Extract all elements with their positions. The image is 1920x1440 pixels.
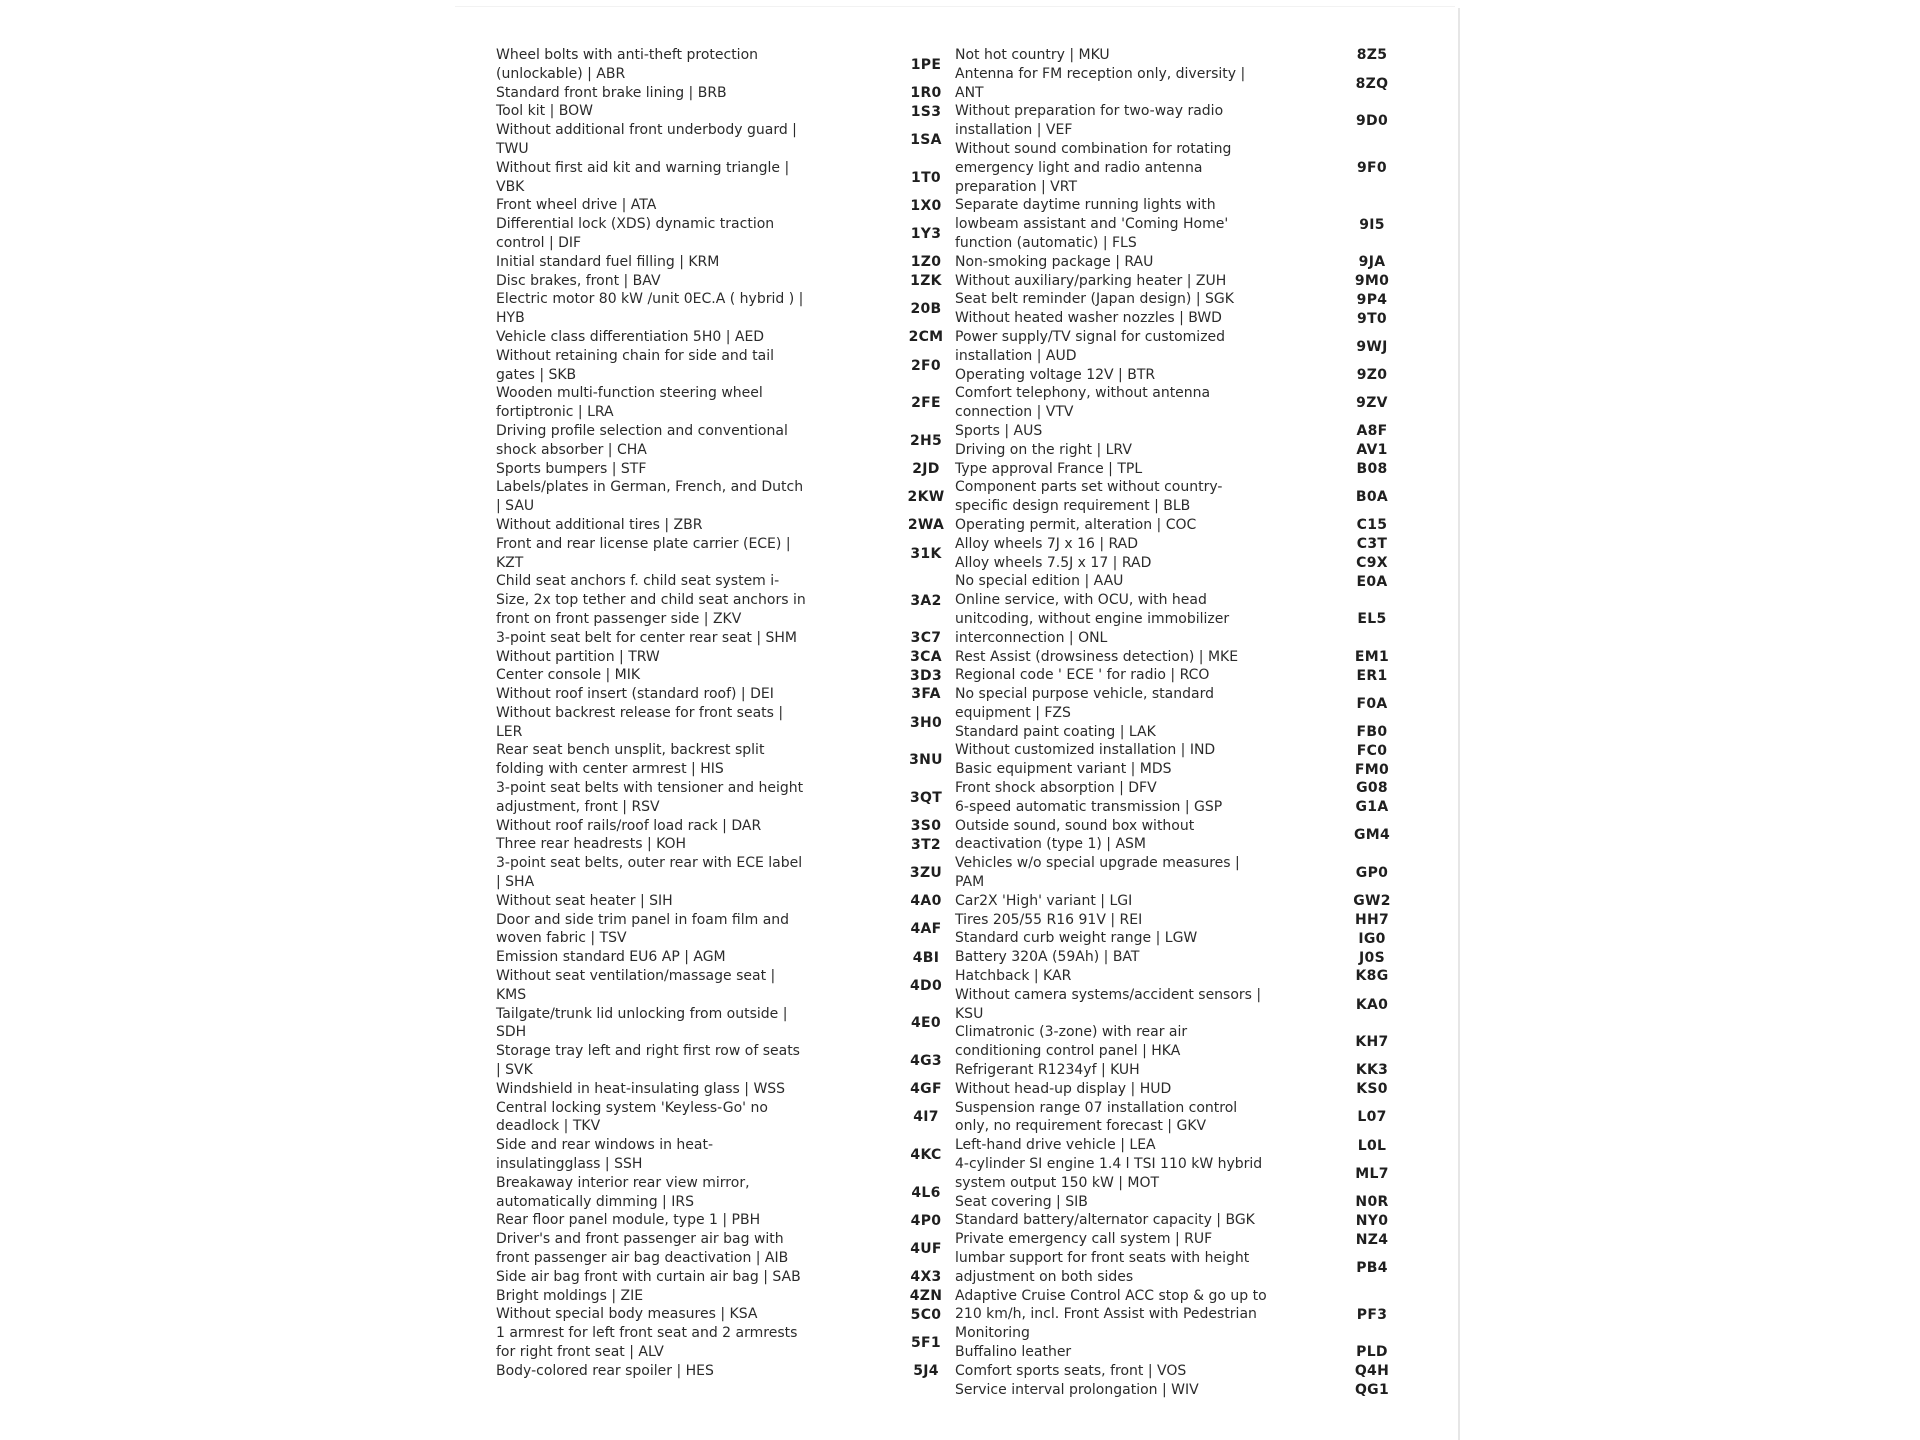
equipment-entry <box>955 46 1402 65</box>
option-code: 1ZK <box>910 272 942 289</box>
option-description: Operating voltage 12V | BTR <box>955 366 1156 383</box>
option-description: Electric motor 80 kW /unit 0EC.A ( hybrid ) | HYB <box>496 291 804 327</box>
equipment-entry <box>496 835 956 854</box>
option-description: 3-point seat belts with tensioner and height adjustment, front | RSV <box>496 780 804 815</box>
option-description: Seat covering | SIB <box>955 1193 1088 1210</box>
equipment-entry <box>496 328 956 347</box>
option-code: 1X0 <box>910 197 942 214</box>
equipment-entry <box>496 1305 956 1324</box>
equipment-entry <box>496 1362 956 1381</box>
equipment-entry <box>955 1362 1402 1381</box>
equipment-entry <box>955 422 1402 441</box>
option-description: Service interval prolongation | WIV <box>955 1381 1199 1398</box>
equipment-entry <box>955 572 1402 591</box>
equipment-entry <box>955 1230 1402 1249</box>
option-code: 2KW <box>907 489 945 506</box>
option-description: Separate daytime running lights with lowbeam assistant and 'Coming Home' function (automatic) | FLS <box>955 197 1229 251</box>
option-code: 4BI <box>912 949 940 966</box>
equipment-entry <box>955 290 1402 309</box>
option-code: 5F1 <box>911 1334 941 1351</box>
option-description: Without camera systems/accident sensors | KSU <box>955 986 1262 1022</box>
option-description: Without preparation for two-way radio installation | VEF <box>955 103 1224 139</box>
option-description: Antenna for FM reception only, diversity | ANT <box>955 65 1246 101</box>
option-code: 9I5 <box>1359 216 1385 233</box>
option-description: Alloy wheels 7.5J x 17 | RAD <box>955 554 1152 571</box>
equipment-entry <box>955 648 1402 667</box>
equipment-entry <box>496 159 956 197</box>
option-description: Without customized installation | IND <box>955 742 1216 759</box>
option-code: FM0 <box>1354 761 1390 778</box>
option-code: 3D3 <box>909 667 942 684</box>
equipment-entry <box>955 967 1402 986</box>
equipment-entry <box>955 1193 1402 1212</box>
option-code: IG0 <box>1358 930 1386 947</box>
option-code: 9M0 <box>1354 272 1390 289</box>
option-code: 3ZU <box>909 865 943 882</box>
option-code: 3QT <box>909 789 943 806</box>
option-code: ML7 <box>1355 1165 1389 1182</box>
option-code: 2CM <box>908 329 944 346</box>
right-column <box>955 46 1402 1399</box>
option-description: Climatronic (3-zone) with rear air conditioning control panel | HKA <box>955 1024 1188 1060</box>
option-code: 4P0 <box>910 1212 942 1229</box>
option-code: L0L <box>1357 1137 1387 1154</box>
option-code: Q4H <box>1354 1363 1390 1380</box>
option-code: 5J4 <box>913 1363 939 1380</box>
option-description: Center console | MIK <box>496 667 641 684</box>
equipment-entry <box>496 1042 956 1080</box>
option-code: C15 <box>1356 517 1388 534</box>
option-description: Without additional front underbody guard | TWU <box>496 122 797 157</box>
option-description: Without roof insert (standard roof) | DEI <box>496 686 774 703</box>
equipment-entry <box>955 986 1402 1024</box>
option-description: Vehicle class differentiation 5H0 | AED <box>496 328 765 345</box>
option-code: C3T <box>1356 536 1388 553</box>
option-description: Without head-up display | HUD <box>955 1080 1172 1097</box>
option-description: 3-point seat belts, outer rear with ECE label | SHA <box>496 855 803 891</box>
option-description: Adaptive Cruise Control ACC stop & go up to 210 km/h, incl. Front Assist with Pedestrian Monitoring <box>955 1287 1267 1342</box>
option-code: 4X3 <box>910 1269 942 1286</box>
option-description: Left-hand drive vehicle | LEA <box>955 1137 1156 1154</box>
page-edge-right <box>1458 8 1460 1440</box>
option-description: Regional code ' ECE ' for radio | RCO <box>955 667 1210 684</box>
equipment-entry <box>955 140 1402 196</box>
option-description: Without heated washer nozzles | BWD <box>955 310 1222 327</box>
equipment-entry <box>955 1155 1402 1193</box>
option-code: PB4 <box>1356 1259 1388 1276</box>
equipment-entry <box>496 290 956 328</box>
option-code: 4GF <box>910 1081 942 1098</box>
equipment-entry <box>496 422 956 460</box>
option-code: 9WJ <box>1356 338 1388 355</box>
equipment-entry <box>955 478 1402 516</box>
equipment-entry <box>955 1249 1402 1287</box>
option-code: 1R0 <box>910 84 942 101</box>
option-description: 4-cylinder SI engine 1.4 l TSI 110 kW hybrid system output 150 kW | MOT <box>955 1156 1263 1191</box>
equipment-entry <box>496 666 956 685</box>
equipment-entry <box>496 854 956 892</box>
option-description: Wheel bolts with anti-theft protection (unlockable) | ABR <box>496 47 759 82</box>
option-description: Central locking system 'Keyless-Go' no deadlock | TKV <box>496 1099 768 1135</box>
option-code: 1Z0 <box>910 254 942 271</box>
option-code: FC0 <box>1356 742 1388 759</box>
equipment-entry <box>955 1211 1402 1230</box>
equipment-entry <box>496 685 956 704</box>
option-code: 3S0 <box>910 818 942 835</box>
left-column <box>496 46 956 1381</box>
equipment-entry <box>955 102 1402 140</box>
option-code: 31K <box>910 545 942 562</box>
equipment-entry <box>955 591 1402 647</box>
option-description: Vehicles w/o special upgrade measures | PAM <box>955 855 1240 891</box>
option-description: Disc brakes, front | BAV <box>496 272 661 289</box>
option-code: 4UF <box>910 1241 942 1257</box>
equipment-entry <box>955 535 1402 554</box>
option-description: Differential lock (XDS) dynamic traction control | DIF <box>496 216 775 251</box>
equipment-entry <box>955 779 1402 798</box>
option-description: Comfort sports seats, front | VOS <box>955 1362 1187 1379</box>
option-code: 9T0 <box>1357 310 1387 327</box>
equipment-entry <box>496 478 956 516</box>
option-code: B0A <box>1355 489 1389 506</box>
option-description: Outside sound, sound box without deactivation (type 1) | ASM <box>955 817 1195 853</box>
option-description: Three rear headrests | KOH <box>496 836 687 853</box>
equipment-entry <box>496 1287 956 1306</box>
option-description: Without special body measures | KSA <box>496 1306 758 1323</box>
option-description: Body-colored rear spoiler | HES <box>496 1362 714 1379</box>
option-description: Wooden multi-function steering wheel fortiptronic | LRA <box>496 385 763 421</box>
option-description: Driving profile selection and conventional shock absorber | CHA <box>496 422 788 458</box>
option-description: Breakaway interior rear view mirror, automatically dimming | IRS <box>496 1174 750 1210</box>
option-description: Private emergency call system | RUF <box>955 1231 1213 1248</box>
option-description: Child seat anchors f. child seat system i- Size, 2x top tether and child seat anchors in front on front passenger side | ZKV <box>496 573 806 627</box>
option-code: F0A <box>1356 695 1388 712</box>
option-description: Online service, with OCU, with head unitcoding, without engine immobilizer interconnection | ONL <box>955 592 1230 646</box>
equipment-entry <box>955 272 1402 291</box>
equipment-entry <box>955 948 1402 967</box>
option-description: Rear floor panel module, type 1 | PBH <box>496 1212 761 1229</box>
equipment-entry <box>955 441 1402 460</box>
equipment-entry <box>955 892 1402 911</box>
option-code: A8F <box>1356 423 1388 440</box>
option-description: No special edition | AAU <box>955 573 1124 590</box>
option-description: Power supply/TV signal for customized installation | AUD <box>955 328 1226 364</box>
option-code: EL5 <box>1357 611 1387 628</box>
option-code: 8ZQ <box>1355 75 1389 92</box>
option-description: Without first aid kit and warning triangle | VBK <box>496 159 790 195</box>
option-code: GP0 <box>1355 865 1389 882</box>
equipment-entry <box>496 215 956 253</box>
equipment-entry <box>955 65 1402 103</box>
option-description: 1 armrest for left front seat and 2 armrests for right front seat | ALV <box>496 1325 798 1360</box>
option-description: 6-speed automatic transmission | GSP <box>955 798 1223 815</box>
equipment-entry <box>955 516 1402 535</box>
option-description: Front shock absorption | DFV <box>955 780 1157 797</box>
option-description: Suspension range 07 installation control only, no requirement forecast | GKV <box>955 1099 1238 1135</box>
option-code: 3C7 <box>910 630 942 647</box>
equipment-entry <box>496 84 956 103</box>
option-code: J0S <box>1359 949 1385 966</box>
option-code: 9D0 <box>1355 113 1388 130</box>
option-description: Comfort telephony, without antenna connection | VTV <box>955 385 1211 421</box>
equipment-entry <box>496 1005 956 1043</box>
equipment-entry <box>955 741 1402 760</box>
option-description: Not hot country | MKU <box>955 47 1110 63</box>
option-description: Door and side trim panel in foam film and woven fabric | TSV <box>496 911 790 947</box>
option-description: Without partition | TRW <box>496 648 660 665</box>
option-description: Alloy wheels 7J x 16 | RAD <box>955 535 1139 552</box>
option-code: 4A0 <box>910 893 942 910</box>
equipment-entry <box>496 1268 956 1287</box>
equipment-entry <box>955 309 1402 328</box>
equipment-entry <box>955 929 1402 948</box>
option-code: 3H0 <box>909 714 943 731</box>
option-code: 3A2 <box>910 592 942 609</box>
equipment-entry <box>955 1381 1402 1400</box>
equipment-entry <box>496 1174 956 1212</box>
option-description: Without sound combination for rotating emergency light and radio antenna preparation | VRT <box>955 140 1232 195</box>
option-code: 4I7 <box>913 1109 939 1126</box>
option-description: Hatchback | KAR <box>955 968 1072 985</box>
option-code: 9P4 <box>1356 291 1388 308</box>
equipment-entry <box>955 328 1402 366</box>
option-code: GW2 <box>1353 893 1391 910</box>
option-description: 3-point seat belt for center rear seat | SHM <box>496 629 797 646</box>
option-code: E0A <box>1356 573 1388 590</box>
equipment-entry <box>955 1136 1402 1155</box>
option-code: 2F0 <box>911 357 941 374</box>
option-description: Front wheel drive | ATA <box>496 197 657 214</box>
option-description: Emission standard EU6 AP | AGM <box>496 949 726 966</box>
option-code: 4E0 <box>911 1015 941 1032</box>
option-code: G08 <box>1356 780 1388 797</box>
option-code: 9JA <box>1358 254 1386 271</box>
equipment-entry <box>496 817 956 836</box>
equipment-entry <box>955 760 1402 779</box>
option-description: Standard front brake lining | BRB <box>496 84 727 101</box>
option-code: B08 <box>1356 460 1388 477</box>
option-code: HH7 <box>1354 912 1390 929</box>
equipment-entry <box>496 779 956 817</box>
option-description: Without additional tires | ZBR <box>496 516 703 533</box>
equipment-entry <box>496 629 956 648</box>
option-description: Seat belt reminder (Japan design) | SGK <box>955 291 1234 308</box>
option-description: Storage tray left and right first row of seats | SVK <box>496 1043 800 1079</box>
option-description: Rear seat bench unsplit, backrest split folding with center armrest | HIS <box>496 742 765 778</box>
option-code: 1SA <box>910 131 942 148</box>
option-description: Operating permit, alteration | COC <box>955 516 1197 533</box>
option-description: Windshield in heat-insulating glass | WSS <box>496 1080 786 1097</box>
option-description: No special purpose vehicle, standard equipment | FZS <box>955 686 1214 721</box>
equipment-entry <box>955 366 1402 385</box>
option-code: 5C0 <box>910 1306 942 1323</box>
equipment-entry <box>496 948 956 967</box>
option-description: Initial standard fuel filling | KRM <box>496 253 720 270</box>
option-code: L07 <box>1357 1109 1387 1126</box>
option-code: 4KC <box>910 1147 942 1164</box>
equipment-entry <box>955 1343 1402 1362</box>
equipment-entry <box>496 1230 956 1268</box>
equipment-entry <box>496 1136 956 1174</box>
equipment-entry <box>955 723 1402 742</box>
option-description: Refrigerant R1234yf | KUH <box>955 1062 1140 1079</box>
equipment-entry <box>955 1080 1402 1099</box>
equipment-entry <box>496 253 956 272</box>
equipment-entry <box>496 1211 956 1230</box>
option-code: AV1 <box>1356 442 1388 459</box>
equipment-entry <box>955 196 1402 252</box>
option-description: Tires 205/55 R16 91V | REI <box>955 911 1143 928</box>
option-code: GM4 <box>1353 827 1391 844</box>
option-code: 1PE <box>910 56 942 73</box>
option-code: 2JD <box>912 460 940 477</box>
option-description: Type approval France | TPL <box>955 460 1143 477</box>
option-description: lumbar support for front seats with height adjustment on both sides <box>955 1250 1250 1285</box>
option-code: KH7 <box>1355 1034 1389 1051</box>
option-description: Battery 320A (59Ah) | BAT <box>955 949 1140 966</box>
option-code: K8G <box>1355 968 1389 985</box>
option-code: 4AF <box>910 921 942 938</box>
equipment-entry <box>955 666 1402 685</box>
equipment-entry <box>955 1287 1402 1343</box>
equipment-entry <box>496 1099 956 1137</box>
option-code: 2WA <box>907 517 945 534</box>
option-description: Basic equipment variant | MDS <box>955 761 1172 778</box>
option-description: Front and rear license plate carrier (ECE) | KZT <box>496 535 791 571</box>
option-code: NY0 <box>1355 1212 1389 1229</box>
equipment-entry <box>496 1324 956 1362</box>
option-code: 3T2 <box>911 836 941 853</box>
option-description: Labels/plates in German, French, and Dutch | SAU <box>496 479 804 515</box>
option-code: NZ4 <box>1355 1231 1389 1248</box>
equipment-entry <box>496 911 956 949</box>
equipment-entry <box>955 1023 1402 1061</box>
equipment-entry <box>955 854 1402 892</box>
option-code: EM1 <box>1354 648 1390 665</box>
option-description: Without roof rails/roof load rack | DAR <box>496 817 762 834</box>
option-code: 8Z5 <box>1356 47 1388 64</box>
option-code: FB0 <box>1356 724 1388 741</box>
equipment-entry <box>955 685 1402 723</box>
option-description: Non-smoking package | RAU <box>955 253 1154 270</box>
option-code: QG1 <box>1354 1381 1390 1398</box>
option-description: Without seat heater | SIH <box>496 892 673 909</box>
option-description: Car2X 'High' variant | LGI <box>955 892 1133 909</box>
equipment-entry <box>496 892 956 911</box>
equipment-entry <box>496 704 956 742</box>
equipment-entry <box>496 535 956 573</box>
option-description: Bright moldings | ZIE <box>496 1287 644 1304</box>
option-description: Standard battery/alternator capacity | BGK <box>955 1212 1255 1229</box>
option-description: Sports | AUS <box>955 422 1043 439</box>
option-description: Driving on the right | LRV <box>955 441 1132 458</box>
option-code: 20B <box>910 301 942 318</box>
option-description: Driver's and front passenger air bag with front passenger air bag deactivation | AIB <box>496 1231 789 1266</box>
option-code: G1A <box>1355 799 1389 816</box>
equipment-entry <box>955 253 1402 272</box>
option-code: PF3 <box>1356 1306 1388 1323</box>
equipment-entry <box>496 648 956 667</box>
equipment-entry <box>496 460 956 479</box>
option-code: KS0 <box>1356 1081 1388 1098</box>
equipment-entry <box>496 347 956 385</box>
option-description: Side and rear windows in heat- insulatingglass | SSH <box>496 1137 714 1173</box>
option-code: 9ZV <box>1356 395 1388 412</box>
equipment-entry <box>955 384 1402 422</box>
option-description: Without retaining chain for side and tail gates | SKB <box>496 347 774 383</box>
equipment-entry <box>955 1099 1402 1137</box>
option-description: Standard paint coating | LAK <box>955 723 1156 740</box>
equipment-entry <box>496 196 956 215</box>
option-code: KA0 <box>1355 996 1389 1013</box>
option-code: PLD <box>1356 1344 1388 1361</box>
option-description: Tool kit | BOW <box>496 103 593 120</box>
equipment-entry <box>955 911 1402 930</box>
option-code: ER1 <box>1356 667 1388 684</box>
equipment-entry <box>496 1080 956 1099</box>
option-code: C9X <box>1356 554 1388 571</box>
option-code: 3NU <box>909 752 943 769</box>
equipment-entry <box>496 384 956 422</box>
option-code: N0R <box>1355 1194 1389 1210</box>
option-code: 9Z0 <box>1356 366 1388 383</box>
option-code: KK3 <box>1355 1062 1389 1079</box>
option-description: Without backrest release for front seats | LER <box>496 704 784 740</box>
equipment-entry <box>496 121 956 159</box>
option-description: Buffalino leather <box>955 1343 1072 1360</box>
equipment-entry <box>496 967 956 1005</box>
option-code: 4ZN <box>909 1287 943 1304</box>
option-code: 9F0 <box>1357 160 1387 177</box>
option-description: Side air bag front with curtain air bag | SAB <box>496 1268 801 1285</box>
option-code: 4L6 <box>911 1184 941 1201</box>
equipment-entry <box>496 741 956 779</box>
option-description: Component parts set without country- specific design requirement | BLB <box>955 479 1223 515</box>
option-description: Without seat ventilation/massage seat | KMS <box>496 968 776 1003</box>
equipment-entry <box>496 102 956 121</box>
option-code: 4D0 <box>909 977 942 994</box>
equipment-entry <box>496 572 956 628</box>
equipment-entry <box>955 1061 1402 1080</box>
equipment-entry <box>955 460 1402 479</box>
option-code: 4G3 <box>910 1053 942 1070</box>
option-code: 1T0 <box>911 169 941 186</box>
option-description: Tailgate/trunk lid unlocking from outside | SDH <box>496 1005 788 1041</box>
option-code: 1Y3 <box>910 225 942 242</box>
option-description: Sports bumpers | STF <box>496 460 647 477</box>
option-code: 3FA <box>911 686 941 703</box>
option-code: 2FE <box>911 395 941 412</box>
option-code: 2H5 <box>909 432 943 449</box>
equipment-entry <box>496 46 956 84</box>
option-description: Standard curb weight range | LGW <box>955 930 1198 947</box>
equipment-entry <box>496 272 956 291</box>
equipment-entry <box>955 817 1402 855</box>
equipment-entry <box>496 516 956 535</box>
option-description: Without auxiliary/parking heater | ZUH <box>955 272 1227 289</box>
equipment-entry <box>955 554 1402 573</box>
equipment-entry <box>955 798 1402 817</box>
option-code: 1S3 <box>910 103 942 120</box>
option-code: 3CA <box>910 648 942 665</box>
page-edge-top <box>455 6 1455 7</box>
option-description: Rest Assist (drowsiness detection) | MKE <box>955 648 1239 665</box>
